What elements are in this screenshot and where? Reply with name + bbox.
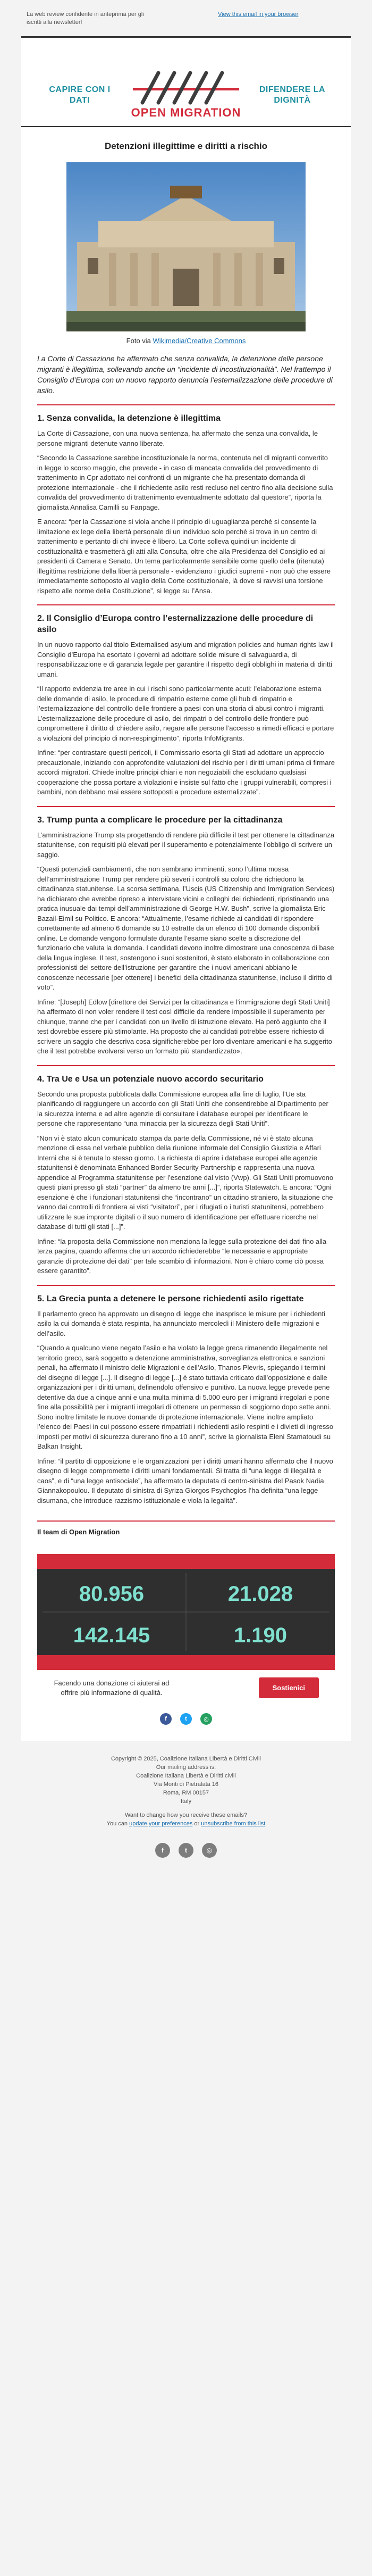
- section-paragraph: Infine: “per contrastare questi pericoli, il Commissario esorta gli Stati ad adottare un approccio precauzionale, iniziando con approfondite valutazioni del rischio per i diritti umani prima di firmare accordi migratori. Chiede inoltre principi chiari e non negoziabili che escludano qualsiasi cooperazione che possa portare a violazioni e insiste sul fatto che i gruppi vulnerabili, compresi i bambini, non debbano mai essere sottoposti a procedure esternalizzate”.: [37, 749, 335, 796]
- footer-social-links: [0, 1843, 372, 1875]
- stats-banner: [37, 1554, 335, 1670]
- stat-top-left: 80.956: [79, 1582, 145, 1606]
- open-migration-logo-icon[interactable]: [133, 64, 239, 111]
- donation-text: Facendo una donazione ci aiuterai ad offrire più informazione di qualità.: [54, 1678, 170, 1697]
- issue-headline: Detenzioni illegittime e diritti a rischio: [104, 141, 268, 151]
- section-paragraph: Infine: “[Joseph] Edlow [direttore dei Servizi per la cittadinanza e l’immigrazione degli Stati Uniti] ha affermato di non voler rendere il test così difficile da rendere impossibile il superamento per chiunque, tranne che per i candidati con un livello di istruzione elevato. Ha però aggiunto che il test dovrebbe essere più stimolante. Ha proposto che ai candidati potrebbe essere richiesto di scrivere un saggio che descriva cosa significherebbe per loro diventare americani e ha suggerito che il test potrebbe evolversi verso un formato più standardizzato».: [37, 998, 332, 1055]
- section-title: 4. Tra Ue e Usa un potenziale nuovo accordo securitario: [37, 1065, 335, 1085]
- court-building-photo: [66, 162, 306, 331]
- view-in-browser-link[interactable]: View this email in your browser: [218, 11, 299, 18]
- unsubscribe-link[interactable]: unsubscribe from this list: [201, 1821, 266, 1827]
- section-paragraph: “Questi potenziali cambiamenti, che non sembrano imminenti, sono l’ultima mossa dell’amministrazione Trump per rendere più severi i controlli su coloro che richiedono la cittadinanza statunitense. La scorsa settimana, l’Uscis (US Citizenship and Immigration Services) ha dichiarato che avrebbe ripreso a intervistare vicini e colleghi dei richiedenti, ripristinando una pratica inusuale dai tempi dell’amministrazione di George H.W. Bush”, scrive la giornalista Eric Bazail-Eimil su Politico. E ancora: “Attualmente, l’esame richiede ai candidati di rispondere correttamente ad almeno 6 domande su 10 estratte da un elenco di 100 domande disponibili online. Le domande vengono formulate durante l’esame siano scelte a discrezione del funzionario che valuta la domanda. I candidati devono inoltre dimostrare una conoscenza di base della lingua inglese. Il test, sostengono i suoi sostenitori, è stato elaborato in collaborazione con professionisti del settore dell’istruzione per garantire che i nuovi americani abbiano le conoscenze necessarie [per ottenere] i benefici della cittadinanza statunitense, incluso il diritto di voto”.: [37, 865, 335, 991]
- newsletter-card: [21, 36, 351, 1741]
- section-paragraph: Infine: “il partito di opposizione e le organizzazioni per i diritti umani hanno affermato che il nuovo disegno di legge compromette i diritti umani fondamentali. Si tratta di “una legge di illegalità e caos”, e di “una legge antisociale”, ha affermato la deputata di centro-sinistra del Pasok Nadia Giannakopoulou. Il deputato di sinistra di Syriza Giorgos Psychogios l’ha definita “una legge disumana, che introduce razzismo istituzionale e viola la legalità”.: [37, 1457, 333, 1505]
- facebook-icon[interactable]: f: [160, 1713, 172, 1725]
- photo-caption: [21, 337, 351, 345]
- team-name: Il team di Open Migration: [37, 1528, 120, 1536]
- card-social-links: [21, 1713, 351, 1741]
- twitter-icon[interactable]: t: [180, 1713, 192, 1725]
- change-prefs-text: Want to change how you receive these emails?: [124, 1812, 248, 1818]
- donation-box: [37, 1677, 335, 1698]
- section-paragraph: In un nuovo rapporto dal titolo Externalised asylum and migration policies and human rights law il Consiglio d’Europa ha esortato i governi ad adottare solide misure di salvaguardia, di responsabilizzazione e di garanzia legale per garantire il rispetto degli obblighi in materia di diritti umani.: [37, 641, 334, 678]
- mailing-address-label: Our mailing address is:: [156, 1764, 216, 1771]
- prefs-prefix: You can: [106, 1821, 130, 1827]
- section-1: [37, 404, 335, 596]
- section-paragraph: Il parlamento greco ha approvato un disegno di legge che inasprisce le misure per i richiedenti asilo la cui domanda è stata respinta, ha annunciato mercoledì il Ministero delle migrazioni e dell’asilo.: [37, 1309, 325, 1337]
- section-paragraph: “Secondo la Cassazione sarebbe incostituzionale la norma, contenuta nel dl migranti convertito in legge lo scorso maggio, che prevede - in caso di mancata convalida del provvedimento di trattenimento in Cpr adottato nei confronti di un migrante che ha presentato domanda di protezione internazionale - che il richiedente asilo resti recluso nel centro fino alla decisione sulla convalida del provvedimento di trattenimento eventualmente adottato dal questore”, riporta la giornalista Annalisa Camilli su Fanpage.: [37, 454, 333, 511]
- section-paragraph: “Il rapporto evidenzia tre aree in cui i rischi sono particolarmente acuti: l’elaborazione esterna delle domande di asilo, le procedure di rimpatrio esterne come gli hub di rimpatrio e l’esternalizzazione del controllo delle frontiere a paesi con una storia di abusi contro i migranti. L’esternalizzazione delle procedure di asilo, dei rimpatri o del controllo delle frontiere può compromettere il diritto di chiedere asilo, negare alle persone l’accesso a rimedi efficaci e portare a violazioni del principio di non-respingimento”, riporta InfoMigrants.: [37, 685, 334, 742]
- section-4: [37, 1065, 335, 1276]
- section-title: 1. Senza convalida, la detenzione è illegittima: [37, 404, 335, 424]
- brand-header: [21, 38, 351, 127]
- article-content: [21, 345, 351, 1547]
- section-2: [37, 604, 335, 797]
- slogan-right: DIFENDERE LA DIGNITÀ: [259, 85, 326, 105]
- stat-bottom-right: 1.190: [233, 1624, 288, 1647]
- footer-street: Via Monti di Pietralata 16: [153, 1781, 219, 1788]
- prefs-line: [0, 1819, 372, 1828]
- preheader-text: La web review confidente in anteprima per gli iscritti alla newsletter!: [27, 11, 144, 26]
- section-paragraph: “Quando a qualcuno viene negato l’asilo e ha violato la legge greca rimanendo illegalmente nel territorio greco, sarà soggetto a detenzione amministrativa, sorveglianza elettronica e sanzioni penali, ha affermato il ministro delle Migrazioni e dell’Asilo, Thanos Plevris, spiegando i termini del disegno di legge [...]. Il disegno di legge [...] è stato tuttavia criticato dall’opposizione e dalle organizzazioni per i diritti umani, definendolo offensivo e punitivo. La nuova legge prevede pene detentive da due a cinque anni e una multa minima di 5.000 euro per i migranti irregolari e pone fine alla possibilità per i migranti irregolari di ottenere un permesso di soggiorno dopo sette anni. Sono inoltre limitate le nuove domande di protezione internazionale. Viene inoltre ampliato l’elenco dei Paesi in cui possono essere rimpatriati i richiedenti asilo respinti e i divieti di ingresso imposti per motivi di sicurezza durerano fino a 10 anni”, scrive la giornalista Eleni Stamatoudi su Balkan Insight.: [37, 1344, 334, 1450]
- stat-top-right: 21.028: [227, 1582, 293, 1606]
- copyright-text: Copyright © 2025, Coalizione Italiana Libertà e Diritti Civili: [111, 1756, 261, 1762]
- footer-org: Coalizione Italiana Libertà e Diritti civili: [136, 1773, 236, 1779]
- section-paragraph: La Corte di Cassazione, con una nuova sentenza, ha affermato che senza una convalida, le persone migranti detenute vanno liberate.: [37, 429, 318, 447]
- section-paragraph: “Non vi è stato alcun comunicato stampa da parte della Commissione, né vi è stato alcuna menzione di essa nel verbale pubblico della riunione informale del Consiglio Giustizia e Affari Interni che si è tenuta lo stesso giorno. La richiesta di aprire i database europei alle agenzie statunitensi è denominata Enhanced Border Security Partnership e rappresenta una nuova appendice al Programma statunitense per l’esenzione dal visto (Vwp). Gli Stati Uniti promuovono questi piani presso gli stati “partner” da almeno tre anni [...]”, riporta Statewatch. E ancora: “Ogni esenzione è che i funzionari statunitensi che “incontrano” un cittadino straniero, la situazione che vanno dai controlli di frontiera ai visti “visitatori”, per i rifugiati o i turisti statunitensi, potrebbero utilizzare le sue impronte digitali o il suo numero di identificazione per effettuare ricerche nel database di tutti gli stati [...]”.: [37, 1134, 334, 1231]
- section-paragraph: E ancora: “per la Cassazione si viola anche il principio di uguaglianza perché si consente la limitazione ex lege della libertà personale di un individuo solo perché si trova in un centro di trattenimento e pertanto di chi invece è libero. La Corte solleva quindi un incidente di costituzionalità e trasmetterà gli atti alla Consulta, oltre che alla Presidenza del Consiglio ed ai presidenti di Camera e Senato. Un tema particolarmente sensibile come quello della (ritenuta) illegittima restrizione della libertà personale - evidenziano i giudici supremi - non può che essere immediatamente sottoposto al vaglio della Corte costituzionale, là dove si ravvisi una torsione rispetto alle norme della Costituzione”, si legge su l’Ansa.: [37, 518, 331, 595]
- slogan-left: CAPIRE CON I DATI: [49, 85, 111, 105]
- brand-name: OPEN MIGRATION: [131, 106, 241, 119]
- section-title: 5. La Grecia punta a detenere le persone richiedenti asilo rigettate: [37, 1285, 335, 1304]
- section-3: [37, 806, 335, 1057]
- section-paragraph: L’amministrazione Trump sta progettando di rendere più difficile il test per ottenere la cittadinanza statunitense, con requisiti più elevati per il superamento e potenzialmente l’obbligo di scrivere un saggio.: [37, 830, 335, 859]
- prefs-middle: or: [192, 1821, 201, 1827]
- section-paragraph: Infine: “la proposta della Commissione non menziona la legge sulla protezione dei dati fino alla terza pagina, quando afferma che un accordo richiederebbe “le necessarie e appropriate garanzie di protezione dei dati” per tale scambio di informazioni. Non è chiaro come ciò possa essere garantito”.: [37, 1237, 327, 1275]
- email-footer: [0, 1741, 372, 1875]
- stat-bottom-left: 142.145: [73, 1624, 150, 1647]
- caption-prefix: Foto via: [126, 337, 153, 345]
- twitter-icon[interactable]: t: [179, 1843, 193, 1858]
- facebook-icon[interactable]: f: [155, 1843, 170, 1858]
- footer-city: Roma, RM 00157: [163, 1790, 209, 1796]
- section-paragraph: Secondo una proposta pubblicata dalla Commissione europea alla fine di luglio, l’Ue sta pianificando di raggiungere un accordo con gli Stati Uniti che consentirebbe al Dipartimento per la sicurezza interna e ad altre agenzie di consultare i database europei per identificare le persone che rappresentano “una minaccia per la sicurezza degli Stati Uniti”.: [37, 1090, 328, 1127]
- photo-credit-link[interactable]: Wikimedia/Creative Commons: [153, 337, 246, 345]
- website-icon[interactable]: ◎: [202, 1843, 217, 1858]
- section-5: [37, 1285, 335, 1506]
- website-icon[interactable]: ◎: [200, 1713, 212, 1725]
- section-title: 2. Il Consiglio d’Europa contro l’esternalizzazione delle procedure di asilo: [37, 604, 335, 635]
- update-preferences-link[interactable]: update your preferences: [129, 1821, 193, 1827]
- section-title: 3. Trump punta a complicare le procedure per la cittadinanza: [37, 806, 335, 826]
- support-button[interactable]: Sostienici: [259, 1677, 319, 1698]
- team-signature: [37, 1520, 335, 1536]
- preheader: [27, 0, 345, 36]
- footer-country: Italy: [180, 1798, 192, 1805]
- lead-paragraph: La Corte di Cassazione ha affermato che senza convalida, la detenzione delle persone migranti è illegittima, sollevando anche un “incidente di incostituzionalità”. Nel frattempo il Consiglio d’Europa con un nuovo rapporto denuncia l’esternalizzazione delle procedure di asilo.: [37, 354, 333, 395]
